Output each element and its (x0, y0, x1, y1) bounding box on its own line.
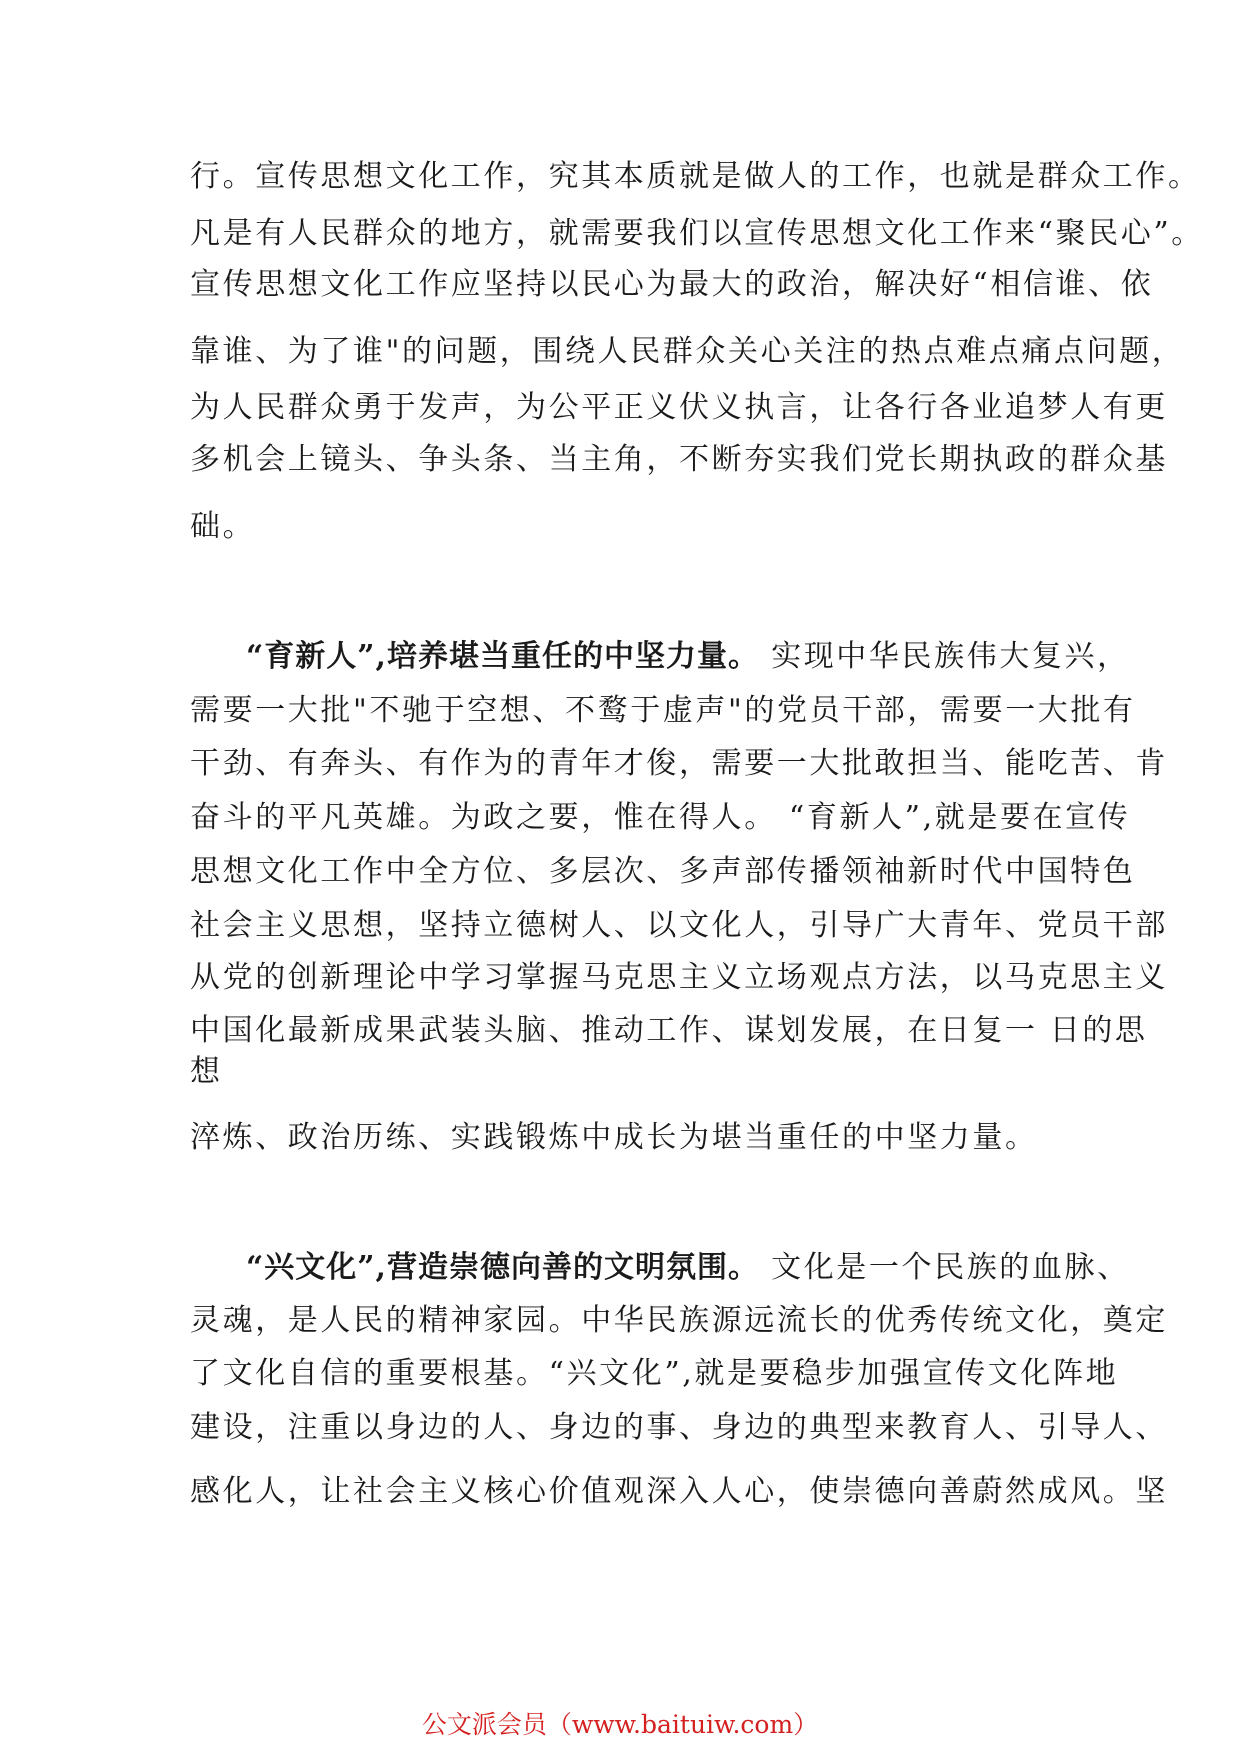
para1-line-6: 多机会上镜头、争头条、当主角，不断夯实我们党长期执政的群众基 (190, 442, 1168, 477)
para3-line-5: 感化人，让社会主义核心价值观深入人心，使崇德向善蔚然成风。坚 (190, 1474, 1168, 1509)
para3-first-line (246, 1248, 1130, 1288)
para1-line-5: 为人民群众勇于发声，为公平正义伏义执言，让各行各业追梦人有更 (190, 390, 1168, 425)
para2-line-4: 奋斗的平凡英雄。为政之要，惟在得人。 “育新人”,就是要在宣传 (190, 800, 1131, 835)
para1-line-4: 靠谁、为了谁"的问题，围绕人民群众关心关注的热点难点痛点问题， (190, 334, 1185, 369)
para1-line-3: 宣传思想文化工作应坚持以民心为最大的政治，解决好“相信谁、依 (190, 267, 1154, 302)
para3-line-3: 了文化自信的重要根基。“兴文化”,就是要稳步加强宣传文化阵地 (190, 1356, 1119, 1391)
para2-line-6: 社会主义思想，坚持立德树人、以文化人，引导广大青年、党员干部 (190, 908, 1168, 943)
para2-heading: “育新人”,培养堪当重任的中坚力量。 (246, 639, 759, 674)
para3-line-2: 灵魂，是人民的精神家园。中华民族源远流长的优秀传统文化，奠定 (190, 1303, 1168, 1338)
para2-line-10: 淬炼、政治历练、实践锻炼中成长为堪当重任的中坚力量。 (190, 1120, 1038, 1155)
para2-first-line (246, 637, 1130, 677)
para1-line-7: 础。 (190, 509, 256, 544)
para3-heading: “兴文化”,营造崇德向善的文明氛围。 (246, 1250, 759, 1285)
para2-first-line-rest: 实现中华民族伟大复兴， (771, 639, 1130, 674)
para1-line-2: 凡是有人民群众的地方，就需要我们以宣传思想文化工作来“聚民心”。 (190, 216, 1204, 251)
para1-line-1: 行。宣传思想文化工作，究其本质就是做人的工作，也就是群众工作。 (190, 159, 1201, 194)
footer-watermark: 公文派会员（www.baituiw.com） (421, 1710, 819, 1739)
para2-line-7: 从党的创新理论中学习掌握马克思主义立场观点方法，以马克思主义 (190, 960, 1168, 995)
para2-line-3: 干劲、有奔头、有作为的青年才俊，需要一大批敢担当、能吃苦、肯 (190, 746, 1168, 781)
para3-first-line-rest: 文化是一个民族的血脉、 (771, 1250, 1130, 1285)
para2-line-8: 中国化最新成果武装头脑、推动工作、谋划发展，在日复一 日的思 (190, 1013, 1148, 1048)
para2-line-2: 需要一大批"不驰于空想、不鹜于虚声"的党员干部，需要一大批有 (190, 693, 1136, 728)
para2-line-9: 想 (190, 1054, 223, 1089)
para3-line-4: 建设，注重以身边的人、身边的事、身边的典型来教育人、引导人、 (190, 1410, 1168, 1445)
para2-line-5: 思想文化工作中全方位、多层次、多声部传播领袖新时代中国特色 (190, 854, 1136, 889)
